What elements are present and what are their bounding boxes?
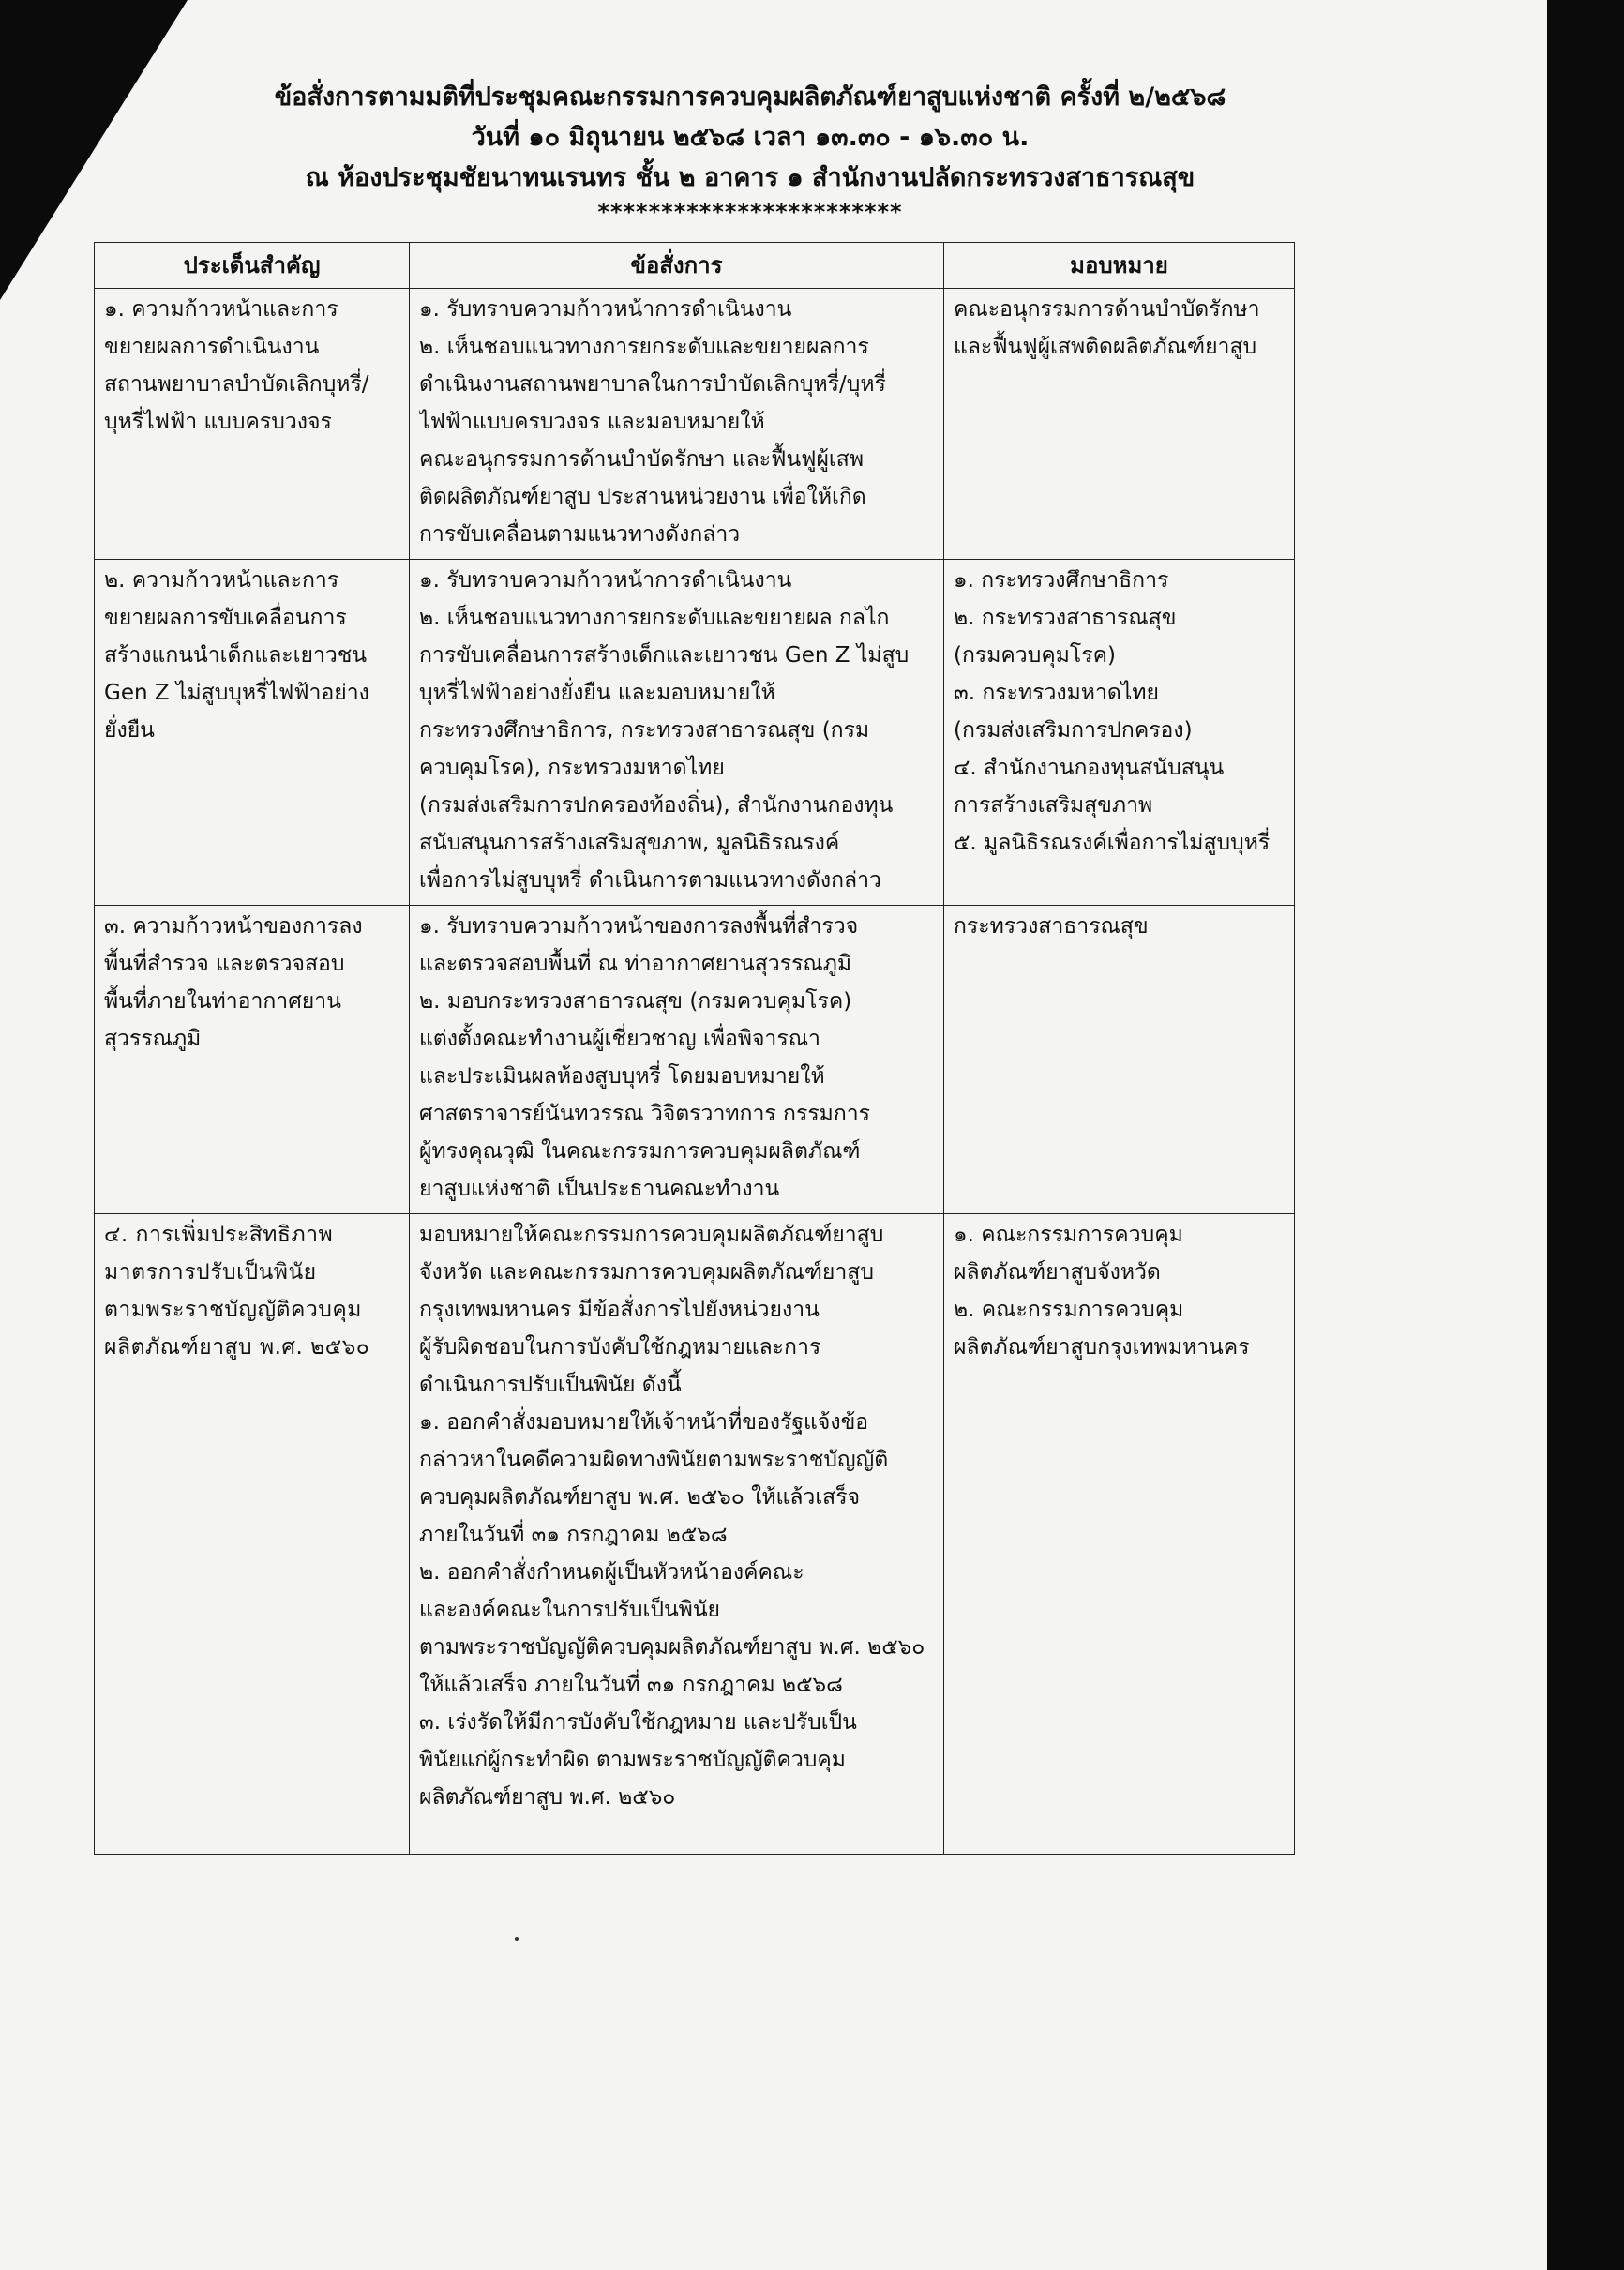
order-cell — [410, 560, 944, 906]
order-line: และองค์คณะในการปรับเป็นพินัย — [419, 1598, 721, 1622]
table-row — [95, 289, 1295, 560]
assigned-line: ๒. กระทรวงสาธารณสุข — [954, 606, 1177, 630]
order-line: ดำเนินงานสถานพยาบาลในการบำบัดเลิกบุหรี่/บุหรี่ — [419, 372, 886, 397]
order-line: ติดผลิตภัณฑ์ยาสูบ ประสานหน่วยงาน เพื่อให้เกิด — [419, 485, 866, 509]
assigned-line: ๕. มูลนิธิรณรงค์เพื่อการไม่สูบบุหรี่ — [954, 831, 1271, 855]
issue-line: ๑. ความก้าวหน้าและการ — [104, 297, 338, 322]
order-line: มอบหมายให้คณะกรรมการควบคุมผลิตภัณฑ์ยาสูบ — [419, 1223, 884, 1247]
issue-line: บุหรี่ไฟฟ้า แบบครบวงจร — [104, 410, 332, 434]
assigned-line: ๑. กระทรวงศึกษาธิการ — [954, 568, 1169, 593]
order-line: ๓. เร่งรัดให้มีการบังคับใช้กฎหมาย และปรับเป็น — [419, 1710, 857, 1735]
order-line: ยาสูบแห่งชาติ เป็นประธานคณะทำงาน — [419, 1177, 780, 1201]
order-line: เพื่อการไม่สูบบุหรี่ ดำเนินการตามแนวทางดังกล่าว — [419, 868, 881, 893]
order-cell — [410, 1214, 944, 1855]
order-line: (กรมส่งเสริมการปกครองท้องถิ่น), สำนักงานกองทุน — [419, 793, 894, 818]
order-line: การขับเคลื่อนตามแนวทางดังกล่าว — [419, 522, 741, 547]
header-issue: ประเด็นสำคัญ — [95, 243, 410, 289]
order-line: จังหวัด และคณะกรรมการควบคุมผลิตภัณฑ์ยาสูบ — [419, 1260, 874, 1285]
issue-cell — [95, 560, 410, 906]
order-line: การขับเคลื่อนการสร้างเด็กและเยาวชน Gen Z ไม่สูบ — [419, 643, 910, 668]
assigned-cell — [944, 560, 1295, 906]
header-order: ข้อสั่งการ — [410, 243, 944, 289]
order-line: ๑. รับทราบความก้าวหน้าการดำเนินงาน — [419, 297, 792, 322]
header-title: ข้อสั่งการตามมติที่ประชุมคณะกรรมการควบคุมผลิตภัณฑ์ยาสูบแห่งชาติ ครั้งที่ ๒/๒๕๖๘ — [274, 83, 1226, 112]
header-date-time: วันที่ ๑๐ มิถุนายน ๒๕๖๘ เวลา ๑๓.๓๐ - ๑๖.๓๐ น. — [471, 123, 1030, 152]
order-cell — [410, 289, 944, 560]
table-row — [95, 1214, 1295, 1855]
order-line: กระทรวงศึกษาธิการ, กระทรวงสาธารณสุข (กรม — [419, 718, 870, 743]
order-line: ๒. มอบกระทรวงสาธารณสุข (กรมควบคุมโรค) — [419, 989, 852, 1014]
assigned-line: กระทรวงสาธารณสุข — [954, 914, 1149, 939]
assigned-line: ๔. สำนักงานกองทุนสนับสนุน — [954, 756, 1225, 780]
order-line: แต่งตั้งคณะทำงานผู้เชี่ยวชาญ เพื่อพิจารณา — [419, 1027, 820, 1051]
order-line: ภายในวันที่ ๓๑ กรกฎาคม ๒๕๖๘ — [419, 1523, 728, 1547]
order-line: ให้แล้วเสร็จ ภายในวันที่ ๓๑ กรกฎาคม ๒๕๖๘ — [419, 1673, 843, 1697]
assigned-line: คณะอนุกรรมการด้านบำบัดรักษา — [954, 297, 1260, 322]
order-line: คณะอนุกรรมการด้านบำบัดรักษา และฟื้นฟูผู้เสพ — [419, 447, 864, 472]
issue-line: ๒. ความก้าวหน้าและการ — [104, 568, 339, 593]
header-separator: ************************ — [597, 199, 903, 225]
document-header — [131, 77, 1369, 226]
assigned-line: ผลิตภัณฑ์ยาสูบกรุงเทพมหานคร — [954, 1335, 1250, 1360]
order-line: กรุงเทพมหานคร มีข้อสั่งการไปยังหน่วยงาน — [419, 1298, 820, 1322]
order-line: ๒. เห็นชอบแนวทางการยกระดับและขยายผลการ — [419, 335, 869, 359]
issue-line: พื้นที่ภายในท่าอากาศยาน — [104, 989, 341, 1014]
order-line: ผลิตภัณฑ์ยาสูบ พ.ศ. ๒๕๖๐ — [419, 1785, 676, 1810]
issue-line: สร้างแกนนำเด็กและเยาวชน — [104, 643, 368, 668]
assigned-line: และฟื้นฟูผู้เสพติดผลิตภัณฑ์ยาสูบ — [954, 335, 1257, 359]
issue-line: ๔. การเพิ่มประสิทธิภาพ — [104, 1223, 334, 1247]
order-line: บุหรี่ไฟฟ้าอย่างยั่งยืน และมอบหมายให้ — [419, 681, 775, 705]
order-line: และประเมินผลห้องสูบบุหรี่ โดยมอบหมายให้ — [419, 1064, 825, 1089]
order-line: ๑. รับทราบความก้าวหน้าของการลงพื้นที่สำรวจ — [419, 914, 859, 939]
issue-line: ผลิตภัณฑ์ยาสูบ พ.ศ. ๒๕๖๐ — [104, 1335, 370, 1360]
order-line: ศาสตราจารย์นันทวรรณ วิจิตรวาทการ กรรมการ — [419, 1102, 871, 1126]
order-line: ๒. เห็นชอบแนวทางการยกระดับและขยายผล กลไก — [419, 606, 890, 630]
assigned-cell — [944, 289, 1295, 560]
issue-line: สุวรรณภูมิ — [104, 1027, 202, 1051]
order-line: กล่าวหาในคดีความผิดทางพินัยตามพระราชบัญญัติ — [419, 1448, 889, 1472]
assigned-line: ผลิตภัณฑ์ยาสูบจังหวัด — [954, 1260, 1161, 1285]
order-line: และตรวจสอบพื้นที่ ณ ท่าอากาศยานสุวรรณภูมิ — [419, 952, 852, 976]
assigned-line: (กรมส่งเสริมการปกครอง) — [954, 718, 1193, 743]
header-assigned: มอบหมาย — [944, 243, 1295, 289]
assigned-line: (กรมควบคุมโรค) — [954, 643, 1116, 668]
order-cell — [410, 906, 944, 1214]
assigned-line: การสร้างเสริมสุขภาพ — [954, 793, 1153, 818]
table-header-row — [95, 243, 1295, 289]
order-line: ผู้รับผิดชอบในการบังคับใช้กฎหมายและการ — [419, 1335, 821, 1360]
issue-line: ขยายผลการดำเนินงาน — [104, 335, 320, 359]
issue-line: สถานพยาบาลบำบัดเลิกบุหรี่/ — [104, 372, 369, 397]
issue-line: ยั่งยืน — [104, 718, 155, 743]
assigned-cell — [944, 906, 1295, 1214]
order-line: ควบคุมผลิตภัณฑ์ยาสูบ พ.ศ. ๒๕๖๐ ให้แล้วเสร็จ — [419, 1485, 861, 1510]
issue-line: Gen Z ไม่สูบบุหรี่ไฟฟ้าอย่าง — [104, 681, 369, 705]
order-line: ดำเนินการปรับเป็นพินัย ดังนี้ — [419, 1373, 682, 1397]
issue-line: มาตรการปรับเป็นพินัย — [104, 1260, 317, 1285]
order-line: สนับสนุนการสร้างเสริมสุขภาพ, มูลนิธิรณรงค์ — [419, 831, 840, 855]
order-line: ๑. รับทราบความก้าวหน้าการดำเนินงาน — [419, 568, 792, 593]
issue-line: ๓. ความก้าวหน้าของการลง — [104, 914, 363, 939]
issue-line: ขยายผลการขับเคลื่อนการ — [104, 606, 347, 630]
order-line: ๒. ออกคำสั่งกำหนดผู้เป็นหัวหน้าองค์คณะ — [419, 1560, 804, 1585]
header-venue: ณ ห้องประชุมชัยนาทนเรนทร ชั้น ๒ อาคาร ๑ สำนักงานปลัดกระทรวงสาธารณสุข — [305, 163, 1195, 192]
assigned-line: ๑. คณะกรรมการควบคุม — [954, 1223, 1183, 1247]
order-line: ๑. ออกคำสั่งมอบหมายให้เจ้าหน้าที่ของรัฐแจ้งข้อ — [419, 1410, 869, 1435]
order-line: ผู้ทรงคุณวุฒิ ในคณะกรรมการควบคุมผลิตภัณฑ์ — [419, 1139, 861, 1164]
issue-line: พื้นที่สำรวจ และตรวจสอบ — [104, 952, 345, 976]
issue-cell — [95, 289, 410, 560]
assigned-line: ๓. กระทรวงมหาดไทย — [954, 681, 1160, 705]
order-line: พินัยแก่ผู้กระทำผิด ตามพระราชบัญญัติควบคุม — [419, 1748, 846, 1772]
stray-dot-mark — [515, 1937, 519, 1941]
order-line: ควบคุมโรค), กระทรวงมหาดไทย — [419, 756, 725, 780]
issue-line: ตามพระราชบัญญัติควบคุม — [104, 1298, 362, 1322]
table-row — [95, 560, 1295, 906]
assigned-line: ๒. คณะกรรมการควบคุม — [954, 1298, 1184, 1322]
assigned-cell — [944, 1214, 1295, 1855]
order-line: ตามพระราชบัญญัติควบคุมผลิตภัณฑ์ยาสูบ พ.ศ. ๒๕๖๐ — [419, 1635, 925, 1660]
issue-cell — [95, 1214, 410, 1855]
orders-table — [94, 242, 1295, 1855]
table-row — [95, 906, 1295, 1214]
order-line: ไฟฟ้าแบบครบวงจร และมอบหมายให้ — [419, 410, 765, 434]
issue-cell — [95, 906, 410, 1214]
